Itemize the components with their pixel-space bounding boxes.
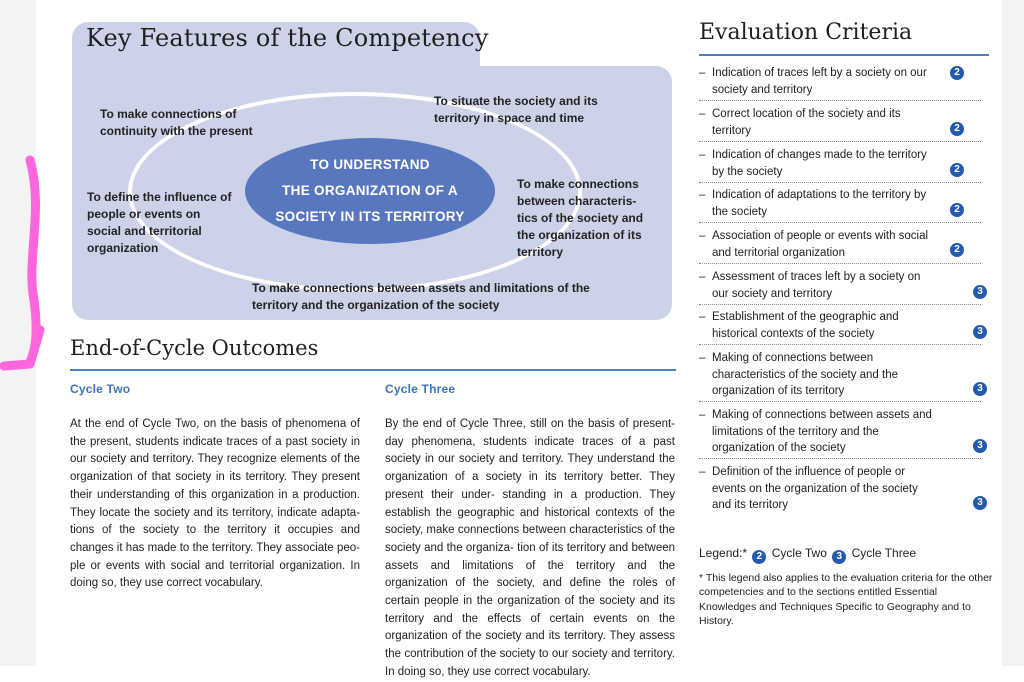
criterion-separator — [699, 344, 981, 345]
criterion-item: – Definition of the influence of people or events on the organization of the society and its territory — [699, 466, 918, 511]
criterion-item: – Indication of adaptations to the territory by the society — [699, 189, 927, 218]
criterion-item: – Making of connections between assets and limitations of the territory and the organization of the society — [699, 409, 932, 454]
legend-cycle-three: Cycle Three — [851, 546, 917, 560]
criterion-separator — [699, 401, 981, 402]
evaluation-title: Evaluation Criteria — [699, 20, 913, 45]
criterion-separator — [699, 141, 981, 142]
cycle-badge: 2 — [950, 203, 964, 217]
feature-characteristics: To make connections between characteris- tics of the society and the organization of its territory — [517, 177, 644, 259]
outcomes-title: End-of-Cycle Outcomes — [70, 336, 319, 360]
cycle-badge: 3 — [973, 285, 987, 299]
right-margin — [1002, 0, 1024, 666]
legend — [699, 545, 916, 564]
criterion-item: – Association of people or events with social and territorial organization — [699, 230, 929, 259]
feature-continuity: To make connections of continuity with the present — [100, 107, 253, 138]
criterion-item: – Making of connections between characteristics of the society and the organization of its territory — [699, 352, 899, 397]
criterion-separator — [699, 100, 981, 101]
legend-cycle-two: Cycle Two — [771, 546, 827, 560]
criterion-separator — [699, 263, 981, 264]
cycle-three-heading: Cycle Three — [385, 382, 456, 396]
legend-label: Legend:* — [699, 546, 748, 560]
criterion-separator — [699, 304, 981, 305]
criterion-item: – Establishment of the geographic and historical contexts of the society — [699, 311, 899, 340]
criterion-item: – Correct location of the society and its territory — [699, 108, 901, 137]
cycle-badge: 3 — [973, 496, 987, 510]
cycle-three-text: By the end of Cycle Three, still on the basis of present-day phenomena, students indicate traces of a past society in our society and territory. They understand the organization of a society in its territory better. They present their under- standing in a production. They establish the geographic and historical contexts of the society, make connections between characteristics of the society and the organiza- tion of its territory and between assets and limitations of the territory and the organization of the society, and define the roles of certain people in the organization of the society and its territory and the effects of certain events on the organization of the society and its territory. They assess the contribution of the society to our society and territory. In doing so, they use correct vocabulary. — [385, 418, 675, 678]
cycle-badge: 3 — [973, 439, 987, 453]
competency-line-3: SOCIETY IN ITS TERRITORY — [275, 209, 465, 224]
evaluation-rule — [699, 54, 989, 56]
feature-influence: To define the influence of people or events on social and territorial organization — [87, 190, 232, 255]
criterion-item: – Indication of traces left by a society on our society and territory — [699, 67, 927, 96]
outcomes-rule — [70, 369, 676, 371]
criterion-item: – Indication of changes made to the territory by the society — [699, 149, 927, 178]
criterion-separator — [699, 458, 981, 459]
cycle-two-heading: Cycle Two — [70, 382, 131, 396]
cycle-badge: 2 — [950, 243, 964, 257]
legend-badge-three: 3 — [832, 550, 846, 564]
feature-assets: To make connections between assets and limitations of the territory and the organization of the society — [252, 281, 590, 312]
criterion-item: – Assessment of traces left by a society on our society and territory — [699, 271, 921, 300]
legend-footnote: * This legend also applies to the evaluation criteria for the other competencies and to the sections entitled Essential Knowledges and Techniques Specific to Geography and to History. — [699, 572, 993, 627]
key-features-title: Key Features of the Competency — [86, 24, 489, 52]
cycle-badge: 3 — [973, 325, 987, 339]
criterion-separator — [699, 222, 981, 223]
competency-line-2: THE ORGANIZATION OF A — [282, 183, 458, 198]
cycle-badge: 2 — [950, 163, 964, 177]
cycle-badge: 3 — [973, 382, 987, 396]
pink-arrow-annotation — [0, 150, 60, 380]
cycle-two-text: At the end of Cycle Two, on the basis of phenomena of the present, students indicate traces of a past society in our society and territory. They recognize elements of the organization of that society in its territory. They present their understanding of this organization in a production. They locate the society and its territory, indicate adapta- tions of the society to the territory it occupies and changes it has made to the territory. They associate peo- ple or events with social and territorial organization. In doing so, they use correct vocabulary. — [70, 418, 360, 590]
cycle-badge: 2 — [950, 122, 964, 136]
competency-line-1: TO UNDERSTAND — [310, 157, 430, 172]
competency-label — [245, 152, 495, 230]
legend-badge-two: 2 — [752, 550, 766, 564]
feature-situate: To situate the society and its territory in space and time — [434, 94, 598, 125]
criterion-separator — [699, 182, 981, 183]
cycle-badge: 2 — [950, 66, 964, 80]
